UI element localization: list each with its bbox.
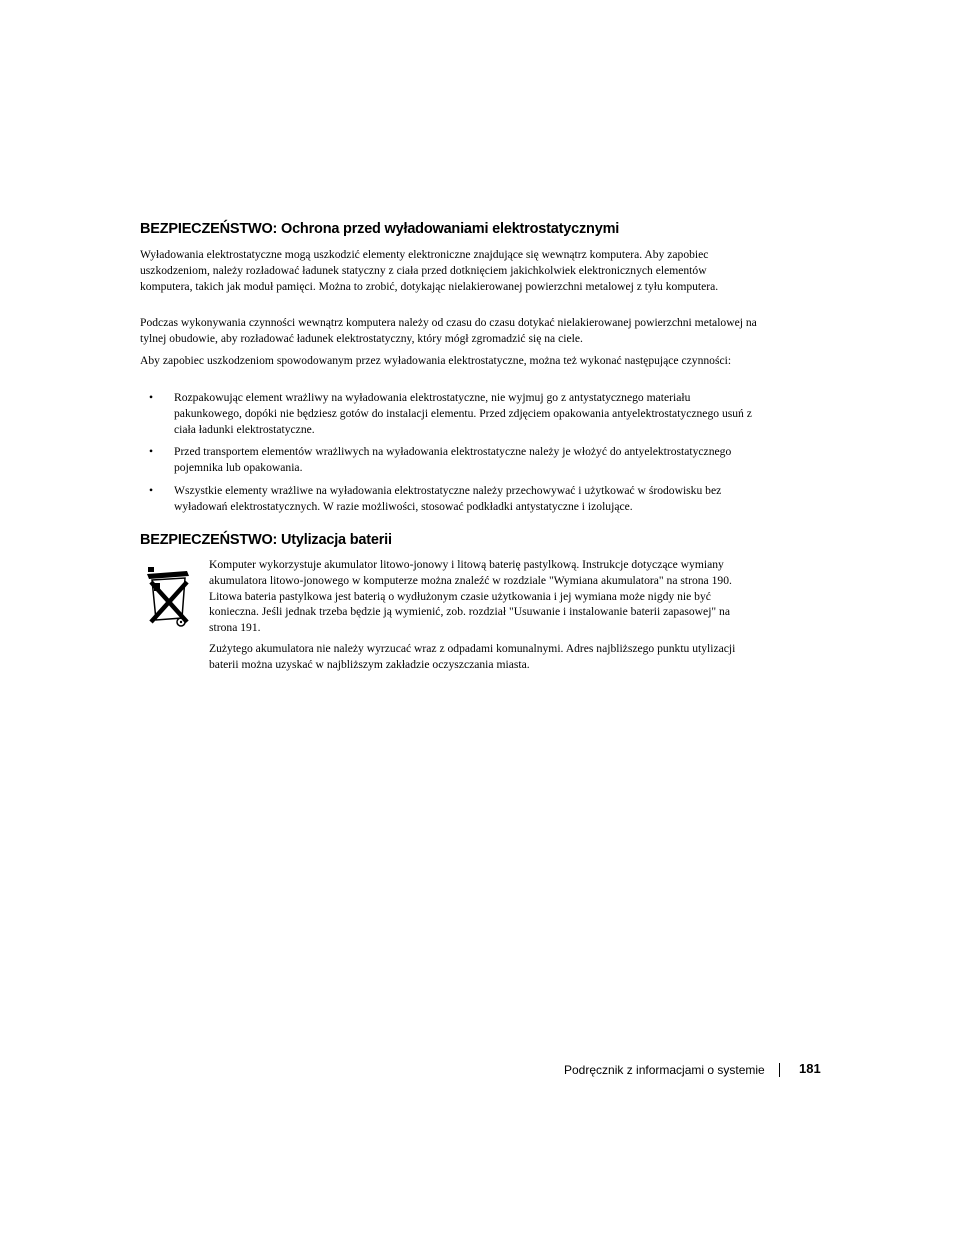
battery-paragraph-1: Komputer wykorzystuje akumulator litowo-jonowy i litową baterię pastylkową. Instrukcje dotyczące wymiany akumulatora litowo-jonowego w komputerze można znaleźć w rozdziale "Wymiana akumulatora" na strona 190. Litowa bateria pastylkowa jest baterią o wydłużonym czasie użytkowania i jej wymiana może nigdy nie być konieczna. Jeśli jednak trzeba będzie ją wymienić, zob. rozdział "Usuwanie i instalowanie baterii zapasowej" na strona 191. bbox=[209, 558, 732, 635]
bullet-icon: • bbox=[149, 445, 154, 459]
list-item-text: Rozpakowując element wrażliwy na wyładowania elektrostatyczne, nie wyjmuj go z antystatycznego materiału pakunkowego, dopóki nie będziesz gotów do instalacji elementu. Przed zdjęciem opakowania antyelektrostatycznego usuń z ciała ładunki elektrostatyczne. bbox=[174, 391, 752, 436]
list-item bbox=[140, 390, 760, 437]
footer-divider bbox=[779, 1063, 780, 1077]
bullet-icon: • bbox=[149, 483, 154, 497]
esd-paragraph-2: Podczas wykonywania czynności wewnątrz komputera należy od czasu do czasu dotykać nielakierowanej powierzchni metalowej na tylnej obudowie, aby rozładować ładunek elektrostatyczny, który mógł zgromadzić się na ciele. bbox=[140, 316, 757, 345]
list-item bbox=[140, 483, 760, 515]
list-item-text: Przed transportem elementów wrażliwych na wyładowania elektrostatyczne należy je włożyć do antyelektrostatycznego pojemnika lub opakowania. bbox=[174, 445, 732, 475]
list-item bbox=[140, 444, 760, 476]
page-number: 181 bbox=[799, 1061, 821, 1076]
esd-section-heading: BEZPIECZEŃSTWO: Ochrona przed wyładowaniami elektrostatycznymi bbox=[140, 221, 620, 237]
esd-paragraph-1: Wyładowania elektrostatyczne mogą uszkodzić elementy elektroniczne znajdujące się wewnątrz komputera. Aby zapobiec uszkodzeniom, należy rozładować ładunek statyczny z ciała przed dotknięciem jakichkolwiek elektronicznych elementów komputera, takich jak moduł pamięci. Można to zrobić, dotykając nielakierowanej powierzchni metalowej z tyłu komputera. bbox=[140, 248, 719, 293]
esd-precautions-list bbox=[140, 390, 760, 522]
list-item-text: Wszystkie elementy wrażliwe na wyładowania elektrostatyczne należy przechowywać i użytkować w środowisku bez wyładowań elektrostatycznych. W razie możliwości, stosować podkładki antystatyczne i izolujące. bbox=[174, 483, 722, 513]
battery-paragraph-2: Zużytego akumulatora nie należy wyrzucać wraz z odpadami komunalnymi. Adres najbliższego punktu utylizacji baterii można uzyskać w najbliższym zakładzie oczyszczania miasta. bbox=[209, 642, 736, 671]
esd-paragraph-3: Aby zapobiec uszkodzeniom spowodowanym przez wyładowania elektrostatyczne, można też wykonać następujące czynności: bbox=[140, 354, 732, 367]
bullet-icon: • bbox=[149, 391, 154, 404]
footer-book-title: Podręcznik z informacjami o systemie bbox=[564, 1063, 765, 1077]
crossed-out-wheelie-bin-icon bbox=[145, 564, 193, 630]
battery-section-heading: BEZPIECZEŃSTWO: Utylizacja baterii bbox=[140, 532, 392, 548]
